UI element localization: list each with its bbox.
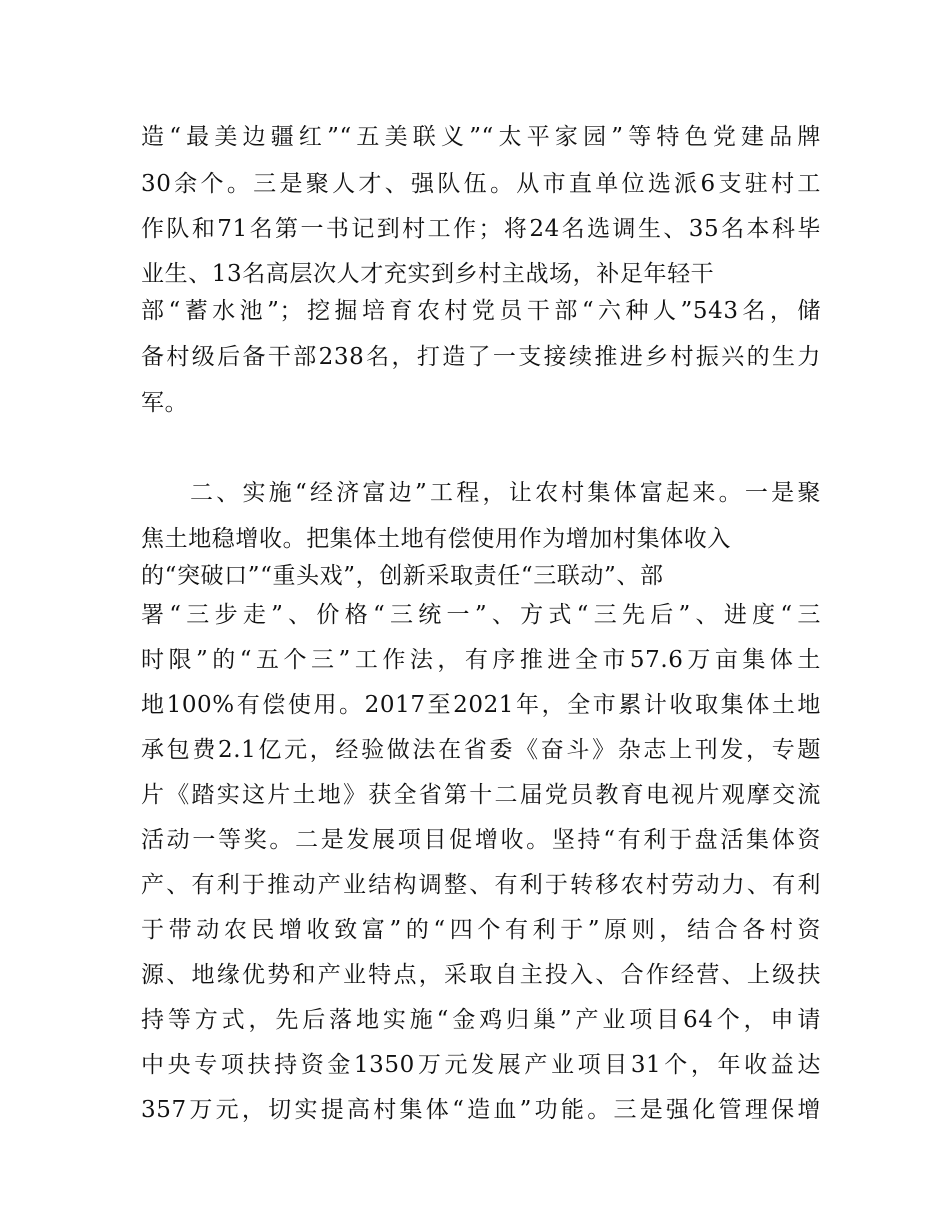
paragraph-1-line-1: 造“最美边疆红”“五美联义”“太平家园”等特色党建品牌: [141, 124, 821, 150]
paragraph-2-line-2: 焦土地稳增收。把集体土地有偿使用作为增加村集体收入: [141, 526, 731, 552]
paragraph-2-line-3: 的“突破口”“重头戏”，创新采取责任“三联动”、部: [141, 563, 664, 589]
paragraph-2-line-12: 源、地缘优势和产业特点，采取自主投入、合作经营、上级扶: [141, 962, 821, 988]
paragraph-2-line-8: 片《踏实这片土地》获全省第十二届党员教育电视片观摩交流: [141, 782, 821, 808]
paragraph-2-line-6: 地100%有偿使用。2017至2021年，全市累计收取集体土地: [141, 692, 821, 718]
paragraph-2-line-5: 时限”的“五个三”工作法，有序推进全市57.6万亩集体土: [141, 647, 821, 673]
paragraph-2-line-15: 357万元，切实提高村集体“造血”功能。三是强化管理保增: [141, 1097, 821, 1123]
paragraph-2-line-14: 中央专项扶持资金1350万元发展产业项目31个，年收益达: [141, 1052, 821, 1078]
paragraph-1-line-7: 军。: [141, 390, 189, 416]
paragraph-2-line-1: 二、实施“经济富边”工程，让农村集体富起来。一是聚: [190, 480, 821, 506]
paragraph-2-line-4: 署“三步走”、价格“三统一”、方式“三先后”、进度“三: [141, 602, 821, 628]
paragraph-1-line-5: 部“蓄水池”；挖掘培育农村党员干部“六种人”543名，储: [141, 298, 821, 324]
paragraph-1-line-3: 作队和71名第一书记到村工作；将24名选调生、35名本科毕: [141, 216, 821, 242]
paragraph-2-line-10: 产、有利于推动产业结构调整、有利于转移农村劳动力、有利: [141, 872, 821, 898]
paragraph-2-line-13: 持等方式，先后落地实施“金鸡归巢”产业项目64个，申请: [141, 1007, 821, 1033]
paragraph-1-line-6: 备村级后备干部238名，打造了一支接续推进乡村振兴的生力: [141, 344, 821, 370]
paragraph-2-line-9: 活动一等奖。二是发展项目促增收。坚持“有利于盘活集体资: [141, 827, 821, 853]
paragraph-1-line-4: 业生、13名高层次人才充实到乡村主战场，补足年轻干: [141, 261, 715, 287]
paragraph-2-line-11: 于带动农民增收致富”的“四个有利于”原则，结合各村资: [141, 917, 821, 943]
paragraph-2-line-7: 承包费2.1亿元，经验做法在省委《奋斗》杂志上刊发，专题: [141, 737, 821, 763]
paragraph-1-line-2: 30余个。三是聚人才、强队伍。从市直单位选派6支驻村工: [141, 171, 821, 197]
